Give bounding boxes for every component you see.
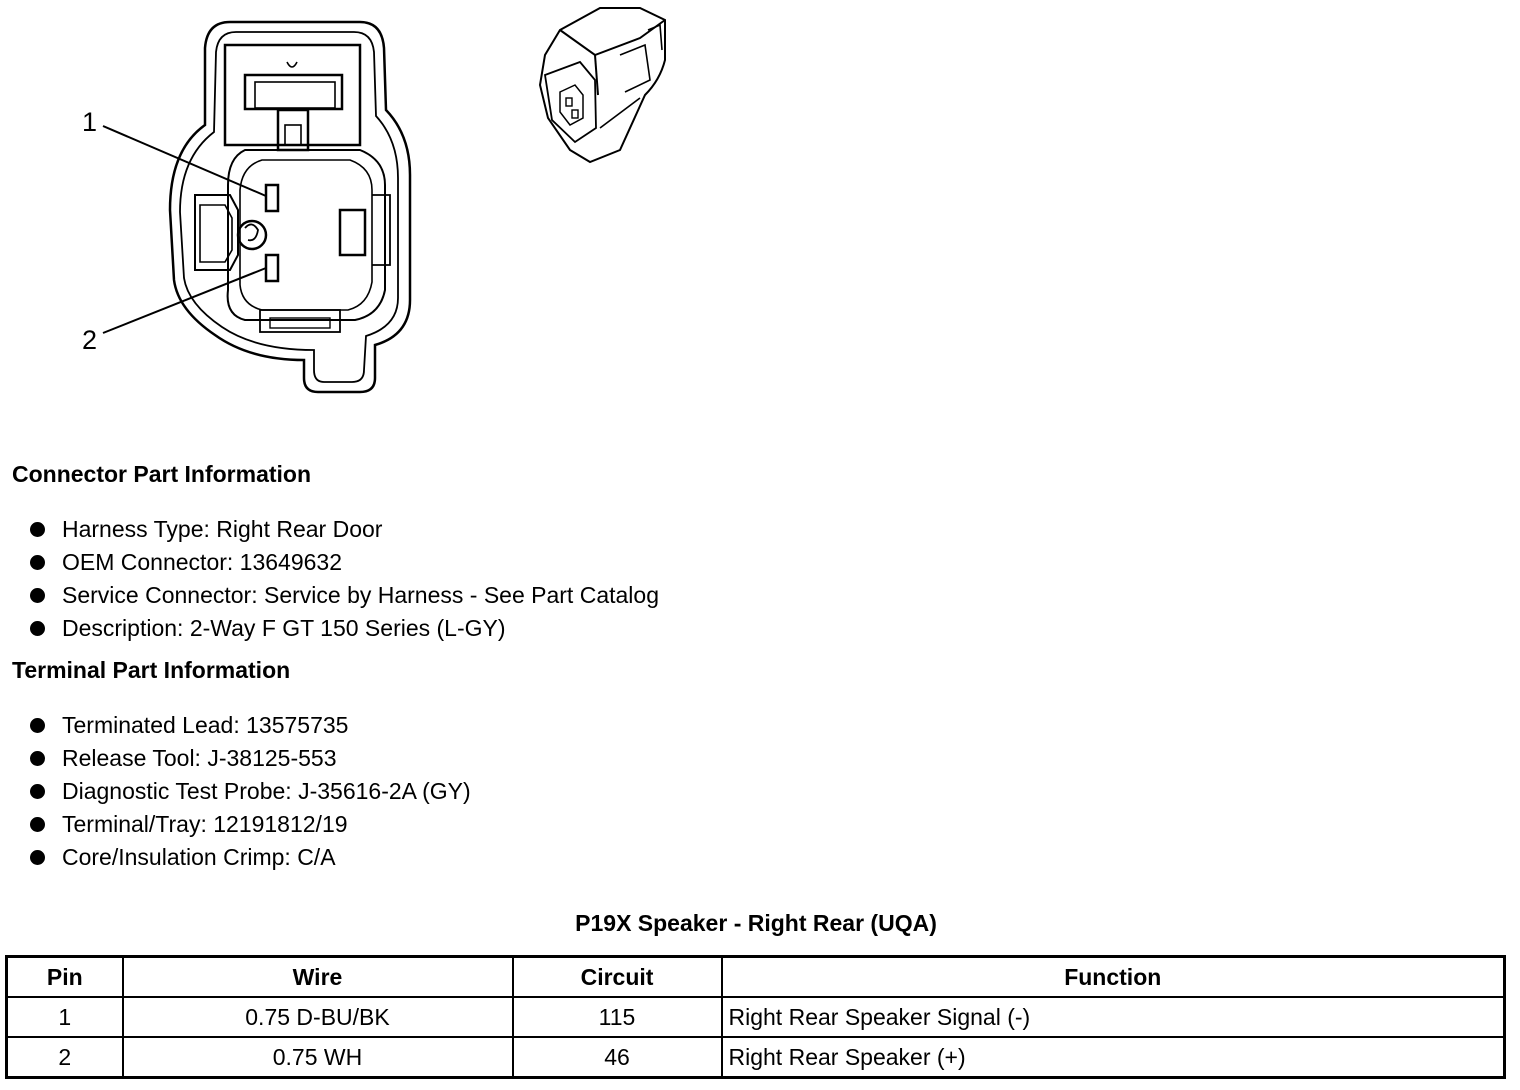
connector-isometric-view (540, 8, 665, 162)
list-item: Harness Type: Right Rear Door (30, 513, 659, 546)
table-title: P19X Speaker - Right Rear (UQA) (575, 910, 937, 936)
terminal-cavity-1 (266, 185, 278, 211)
header-function: Function (722, 957, 1505, 998)
header-circuit: Circuit (513, 957, 722, 998)
pinout-table (5, 955, 1506, 1079)
table-row (7, 1037, 1505, 1078)
list-item: OEM Connector: 13649632 (30, 546, 659, 579)
list-item: Terminal/Tray: 12191812/19 (30, 808, 471, 841)
cell-function: Right Rear Speaker Signal (-) (722, 997, 1505, 1037)
cell-wire: 0.75 D-BU/BK (123, 997, 513, 1037)
bullet-icon (30, 718, 45, 733)
list-item: Core/Insulation Crimp: C/A (30, 841, 471, 874)
list-item: Description: 2-Way F GT 150 Series (L-GY) (30, 612, 659, 645)
bullet-icon (30, 784, 45, 799)
bullet-icon (30, 621, 45, 636)
connector-diagram (0, 0, 720, 420)
bullet-icon (30, 588, 45, 603)
list-item: Service Connector: Service by Harness - See Part Catalog (30, 579, 659, 612)
cell-circuit: 115 (513, 997, 722, 1037)
cell-pin: 1 (7, 997, 123, 1037)
header-wire: Wire (123, 957, 513, 998)
table-row (7, 997, 1505, 1037)
cell-pin: 2 (7, 1037, 123, 1078)
connector-info-title: Connector Part Information (12, 461, 312, 487)
bullet-icon (30, 522, 45, 537)
list-item: Diagnostic Test Probe: J-35616-2A (GY) (30, 775, 471, 808)
cell-circuit: 46 (513, 1037, 722, 1078)
connector-info-list (30, 513, 659, 645)
table-header-row (7, 957, 1505, 998)
callout-label-1: 1 (82, 107, 98, 137)
terminal-info-list (30, 709, 471, 874)
list-item: Terminated Lead: 13575735 (30, 709, 471, 742)
bullet-icon (30, 555, 45, 570)
bullet-icon (30, 751, 45, 766)
bullet-icon (30, 850, 45, 865)
cell-function: Right Rear Speaker (+) (722, 1037, 1505, 1078)
list-item: Release Tool: J-38125-553 (30, 742, 471, 775)
callout-label-2: 2 (82, 325, 98, 355)
terminal-info-title: Terminal Part Information (12, 657, 291, 683)
bullet-icon (30, 817, 45, 832)
cell-wire: 0.75 WH (123, 1037, 513, 1078)
callout-leader-1 (103, 126, 266, 196)
connector-face-view (170, 22, 410, 392)
header-pin: Pin (7, 957, 123, 998)
terminal-cavity-2 (266, 255, 278, 281)
